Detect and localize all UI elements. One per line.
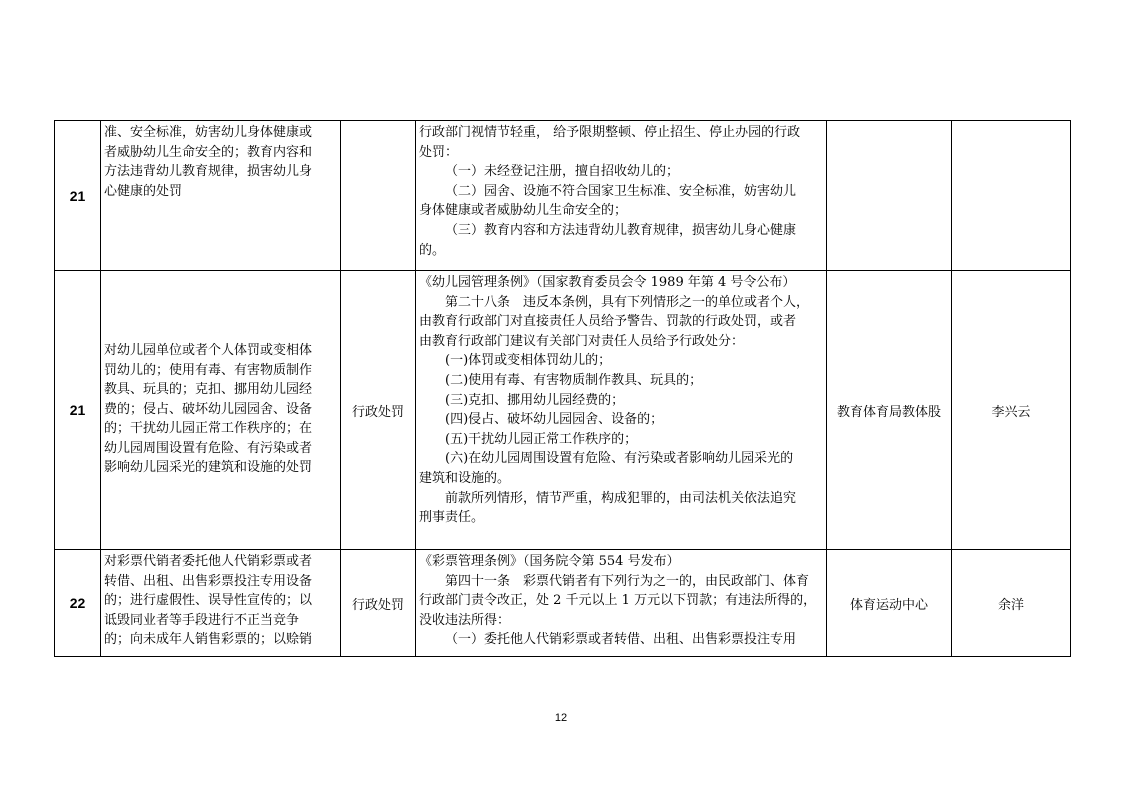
matter-line: 心健康的处罚 (104, 183, 183, 199)
matter-line: 费的；侵占、破坏幼儿园园舍、设备 (104, 401, 313, 417)
matter-line: 影响幼儿园采光的建筑和设施的处罚 (104, 460, 313, 476)
row-number: 21 (55, 271, 101, 550)
matter-line: 转借、出租、出售彩票投注专用设备 (104, 573, 313, 589)
basis-line: (一)体罚或变相体罚幼儿的； (445, 353, 612, 369)
basis-line: 处罚： (419, 144, 459, 160)
department: 教育体育局教体股 (827, 271, 952, 550)
penalty-type (341, 121, 416, 271)
basis-line: 前款所列情形，情节严重，构成犯罪的，由司法机关依法追究 (445, 490, 797, 506)
basis-line: 第四十一条 彩票代销者有下列行为之一的，由民政部门、体育 (445, 573, 810, 589)
responsible-person (952, 121, 1071, 271)
basis-line: （二）园舍、设施不符合国家卫生标准、安全标准，妨害幼儿 (445, 183, 797, 199)
page-number: 12 (554, 712, 568, 724)
matter-line: 的；向未成年人销售彩票的；以赊销 (104, 632, 313, 648)
matter-line: 准、安全标准，妨害幼儿身体健康或 (104, 125, 313, 140)
penalty-type: 行政处罚 (341, 550, 416, 657)
basis-line: (六)在幼儿园周围设置有危险、有污染或者影响幼儿园采光的 (445, 451, 794, 467)
legal-basis-cell (416, 121, 827, 271)
row-number: 21 (55, 121, 101, 271)
matter-line: 教具、玩具的；克扣、挪用幼儿园经 (104, 382, 313, 398)
matter-line: 对幼儿园单位或者个人体罚或变相体 (104, 342, 313, 358)
matter-line: 幼儿园周围设置有危险、有污染或者 (104, 440, 313, 456)
department: 体育运动中心 (827, 550, 952, 657)
basis-line: (五)干扰幼儿园正常工作秩序的； (445, 431, 638, 447)
matter-line: 罚幼儿的；使用有毒、有害物质制作 (104, 362, 313, 378)
department (827, 121, 952, 271)
basis-line: (二)使用有毒、有害物质制作教具、玩具的； (445, 372, 703, 388)
matter-line: 对彩票代销者委托他人代销彩票或者 (104, 554, 313, 569)
basis-line: 的。 (419, 242, 446, 258)
basis-line: (四)侵占、破坏幼儿园园舍、设备的； (445, 412, 664, 428)
matter-line: 的；进行虚假性、误导性宣传的；以 (104, 593, 313, 609)
basis-line: 《幼儿园管理条例》（国家教育委员会令 1989 年第 4 号令公布） (419, 275, 796, 290)
basis-line: 建筑和设施的。 (419, 470, 511, 486)
basis-line: 刑事责任。 (419, 510, 485, 526)
basis-line: 《彩票管理条例》（国务院令第 554 号发布） (419, 554, 680, 569)
penalty-type: 行政处罚 (341, 271, 416, 550)
responsible-person: 余洋 (952, 550, 1071, 657)
basis-line: 行政部门视情节轻重， 给予限期整顿、停止招生、停止办园的行政 (419, 125, 801, 140)
matter-cell (101, 550, 341, 657)
basis-line: 由教育行政部门建议有关部门对责任人员给予行政处分： (419, 333, 745, 349)
matter-cell (101, 271, 341, 550)
basis-line: （一）未经登记注册，擅自招收幼儿的； (445, 164, 680, 180)
matter-line: 者威胁幼儿生命安全的；教育内容和 (104, 144, 313, 160)
basis-line: 身体健康或者威胁幼儿生命安全的； (419, 203, 628, 219)
row-number: 22 (55, 550, 101, 657)
table-row (55, 121, 1071, 271)
table-row (55, 550, 1071, 657)
matter-line: 诋毁同业者等手段进行不正当竞争 (104, 612, 300, 628)
table-row (55, 271, 1071, 550)
legal-basis-cell (416, 550, 827, 657)
matter-line: 的；干扰幼儿园正常工作秩序的；在 (104, 421, 313, 437)
matter-cell (101, 121, 341, 271)
basis-line: （一）委托他人代销彩票或者转借、出租、出售彩票投注专用 (445, 632, 797, 648)
matter-line: 方法违背幼儿教育规律，损害幼儿身 (104, 164, 313, 180)
basis-line: 第二十八条 违反本条例，具有下列情形之一的单位或者个人， (445, 294, 810, 310)
penalty-table (54, 120, 1071, 657)
basis-line: 由教育行政部门对直接责任人员给予警告、罚款的行政处罚，或者 (419, 314, 797, 330)
basis-line: 没收违法所得： (419, 612, 511, 628)
basis-line: 行政部门责令改正，处 2 千元以上 1 万元以下罚款；有违法所得的， (419, 593, 817, 609)
basis-line: (三)克扣、挪用幼儿园经费的； (445, 392, 625, 408)
basis-line: （三）教育内容和方法违背幼儿教育规律，损害幼儿身心健康 (445, 222, 797, 238)
responsible-person: 李兴云 (952, 271, 1071, 550)
legal-basis-cell (416, 271, 827, 550)
